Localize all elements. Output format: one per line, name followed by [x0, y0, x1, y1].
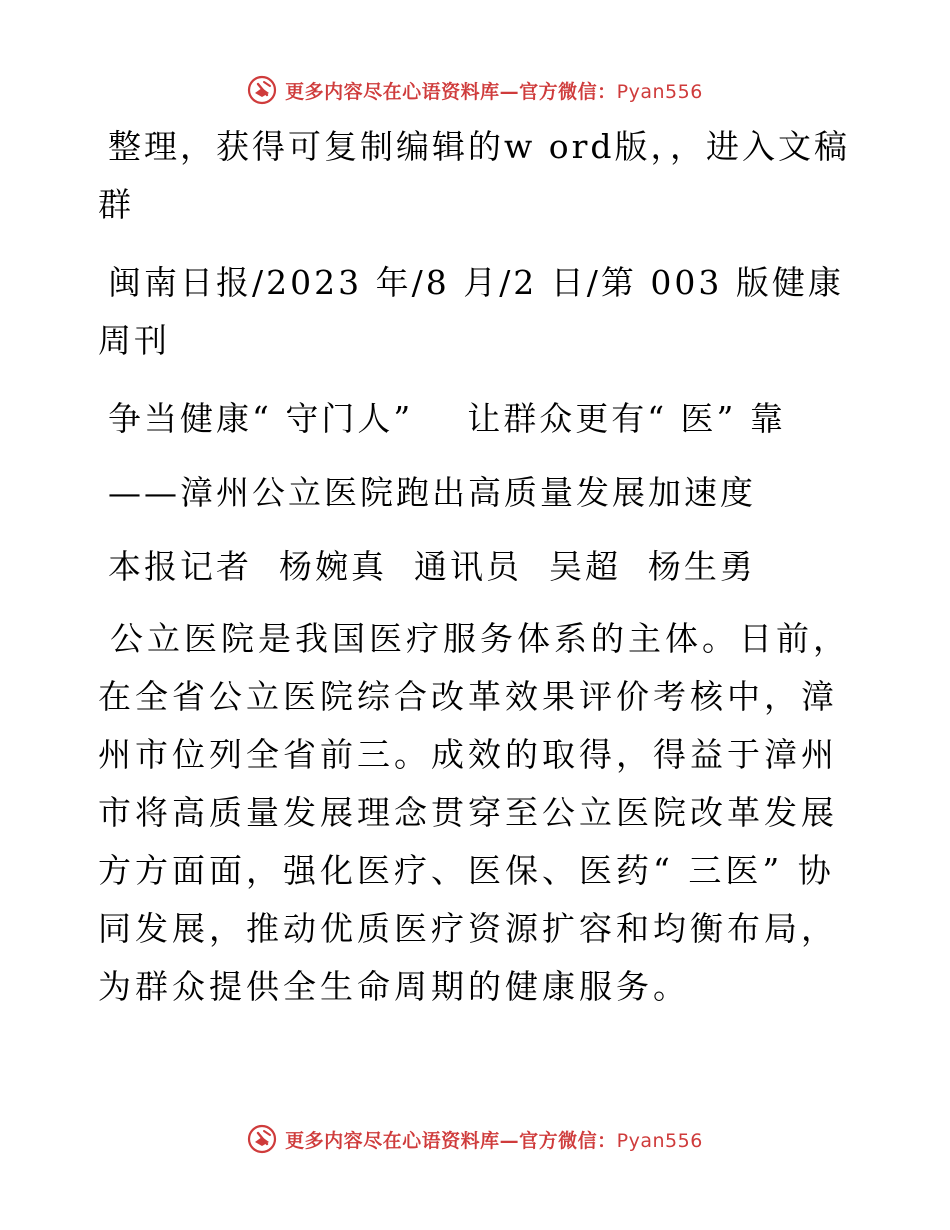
- source-line: 闽南日报/2023 年/8 月/2 日/第 003 版健康周刊: [98, 263, 844, 360]
- intro-note: 整理，获得可复制编辑的w ord版，，进入文稿群: [98, 127, 851, 224]
- article-byline: 本报记者 杨婉真 通讯员 吴超 杨生勇: [108, 547, 756, 586]
- watermark-text: 更多内容尽在心语资料库—官方微信：Pyan556: [285, 1129, 703, 1152]
- watermark-id: Pyan556: [616, 1129, 703, 1152]
- book-quill-icon: [247, 75, 277, 105]
- document-body: [98, 118, 854, 1016]
- article-headline: 争当健康“ 守门人” 让群众更有“ 医” 靠: [108, 399, 786, 438]
- book-quill-icon: [247, 1124, 277, 1154]
- watermark-footer: [0, 1121, 950, 1157]
- watermark-header: [0, 72, 950, 108]
- article-subheadline: ——漳州公立医院跑出高质量发展加速度: [108, 473, 756, 512]
- watermark-id: Pyan556: [616, 80, 703, 103]
- watermark-text: 更多内容尽在心语资料库—官方微信：Pyan556: [285, 80, 703, 103]
- article-body-paragraph: 公立医院是我国医疗服务体系的主体。日前，在全省公立医院综合改革效果评价考核中，漳州市位列全省前三。成效的取得，得益于漳州市将高质量发展理念贯穿至公立医院改革发展方方面面，强化医疗、医保、医药“ 三医” 协同发展，推动优质医疗资源扩容和均衡布局，为群众提供全生命周期的健康服务。: [98, 619, 850, 1006]
